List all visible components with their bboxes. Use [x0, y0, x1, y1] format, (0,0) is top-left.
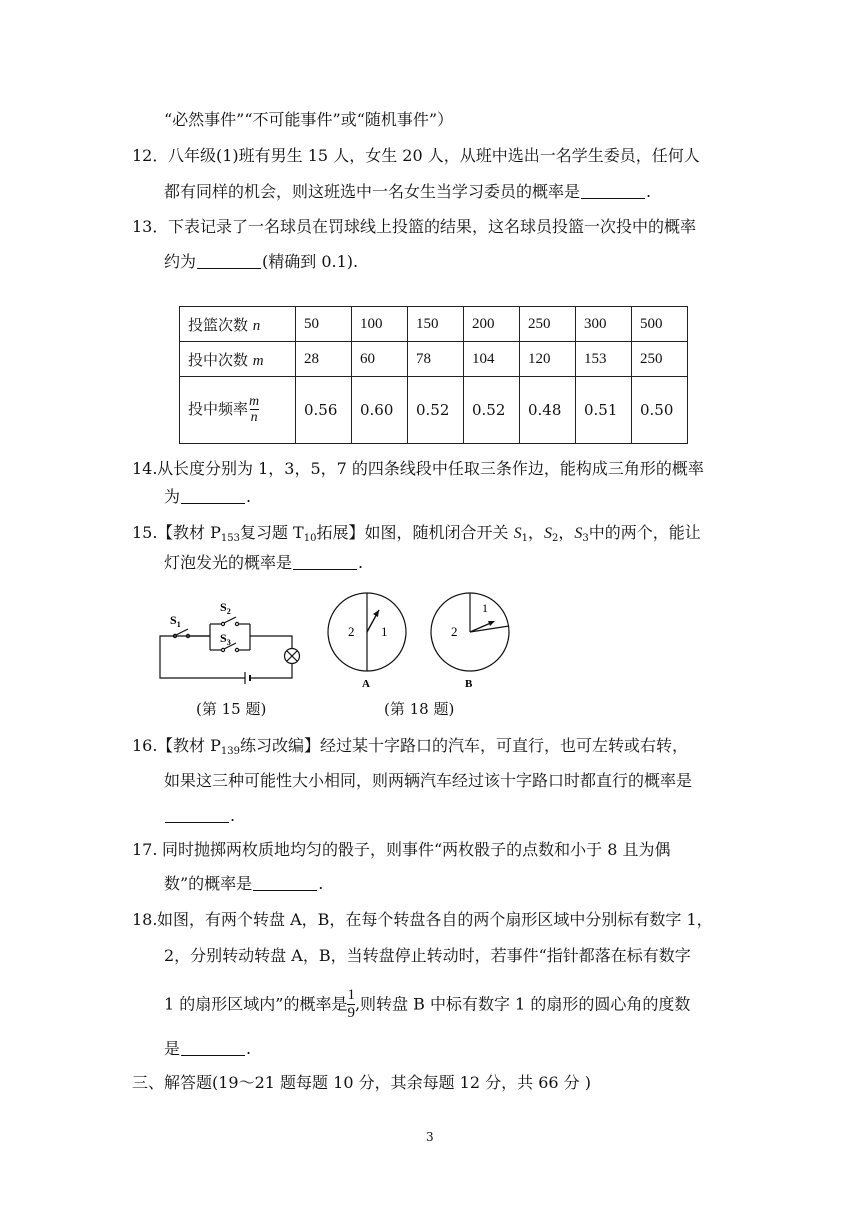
q16-line1: 【教材 $P_{139}$练习改编】经过某十字路口的汽车，可直行，也可左转或右转，	[157, 736, 688, 757]
spinner-b	[431, 593, 509, 690]
q16-source-tag: 【教材 $P_{139}$练习改编】	[157, 736, 320, 757]
table-cell: 500	[632, 307, 688, 342]
table-cell: 250	[632, 342, 688, 377]
page-number: 3	[426, 1130, 434, 1144]
table-cell: 0.51	[576, 377, 632, 444]
q18-number: 18.	[132, 910, 158, 929]
circuit-diagram	[160, 617, 300, 684]
q17-number: 17.	[132, 840, 158, 859]
q15-end: .	[358, 553, 364, 572]
q18-end: .	[246, 1039, 252, 1058]
section-heading: 三、解答题(19～21 题每题 10 分，其余每题 12 分，共 66 分 )	[132, 1073, 591, 1092]
table-cell: 150	[408, 307, 464, 342]
answer-blank	[293, 568, 357, 570]
shooting-table	[179, 306, 688, 444]
table-row-hits	[180, 342, 688, 377]
table-cell: 104	[464, 342, 520, 377]
q18-line4	[164, 1041, 251, 1057]
q17-line2-text: 数”的概率是	[164, 874, 253, 893]
q13-line2	[164, 254, 358, 270]
q12-line2-text: 都有同样的机会，则这班选中一名女生当学习委员的概率是	[164, 182, 581, 201]
table-cell: 0.48	[520, 377, 576, 444]
q12-line2	[164, 184, 651, 200]
switch-s2-label: $S_2$	[220, 600, 231, 616]
table-cell: 78	[408, 342, 464, 377]
q18-line3-suffix: ,则转盘 B 中标有数字 1 的扇形的圆心角的度数	[354, 994, 691, 1014]
q17-line1: 同时抛掷两枚质地均匀的骰子，则事件“两枚骰子的点数和小于 8 且为偶	[162, 840, 671, 859]
q16-end: .	[230, 806, 236, 825]
switch-s3-label: $S_3$	[220, 631, 231, 647]
q18-line4-prefix: 是	[164, 1039, 181, 1058]
fraction-m-over-n: $\frac{m}{n}$	[249, 394, 260, 425]
table-cell: 250	[520, 307, 576, 342]
q16-number: 16.	[132, 736, 158, 755]
table-cell: 0.50	[632, 377, 688, 444]
caption-q18: (第 18 题)	[384, 700, 455, 718]
q13-line2-prefix: 约为	[164, 252, 197, 271]
figures-15-18	[150, 592, 530, 690]
q18-line3	[164, 988, 690, 1022]
table-cell: 28	[296, 342, 352, 377]
q15-line2	[164, 555, 363, 571]
table-cell: 120	[520, 342, 576, 377]
spinner-b-label: B	[465, 678, 473, 690]
spinner-a-label: A	[362, 678, 370, 690]
table-cell: 0.52	[464, 377, 520, 444]
row-label-frequency: 投中频率 $\frac{m}{n}$	[180, 377, 296, 444]
q15-source-tag: 【教材 $P_{153}$复习题 $T_{10}$拓展】	[157, 523, 365, 544]
table-cell: 0.60	[352, 377, 408, 444]
q12-line1: 八年级(1)班有男生 15 人，女生 20 人，从班中选出一名学生委员，任何人	[168, 146, 700, 165]
switch-s1-label: $S_1$	[170, 613, 181, 629]
fraction-one-ninth: $\frac{1}{9}$	[347, 987, 355, 1021]
q16-line2: 如果这三种可能性大小相同，则两辆汽车经过该十字路口时都直行的概率是	[164, 771, 693, 790]
q14-line2-prefix: 为	[164, 487, 181, 506]
q14-line1: 从长度分别为 1，3，5，7 的四条线段中任取三条作边，能构成三角形的概率	[157, 459, 704, 478]
q12-end: .	[646, 182, 652, 201]
table-cell: 153	[576, 342, 632, 377]
spinner-b-region-1: 1	[482, 601, 488, 615]
answer-blank	[581, 197, 645, 199]
q16-line3	[164, 808, 235, 824]
q15-number: 15.	[132, 523, 158, 542]
q12-number: 12．	[132, 146, 169, 165]
table-cell: 100	[352, 307, 408, 342]
table-cell: 0.52	[408, 377, 464, 444]
spinner-a-region-2: 2	[348, 624, 355, 639]
q17-end: .	[318, 874, 324, 893]
answer-blank	[181, 1054, 245, 1056]
answer-blank	[165, 821, 229, 823]
table-cell: 300	[576, 307, 632, 342]
row-label-shots: 投篮次数 n	[180, 307, 296, 342]
q18-line1: 如图，有两个转盘 A，B，在每个转盘各自的两个扇形区域中分别标有数字 1，	[157, 910, 713, 929]
table-cell: 50	[296, 307, 352, 342]
q13-number: 13．	[132, 217, 169, 236]
table-cell: 200	[464, 307, 520, 342]
caption-q15: (第 15 题)	[196, 700, 267, 718]
answer-blank	[253, 889, 317, 891]
pointer-arrow-icon	[488, 621, 495, 626]
q18-line2: 2，分别转动转盘 A，B，当转盘停止转动时，若事件“指针都落在标有数字	[164, 946, 691, 965]
q18-line3-prefix: 1 的扇形区域内”的概率是	[164, 994, 348, 1014]
q14-end: .	[246, 487, 252, 506]
table-cell: 60	[352, 342, 408, 377]
q13-line1: 下表记录了一名球员在罚球线上投篮的结果，这名球员投篮一次投中的概率	[168, 217, 697, 236]
table-row-frequency	[180, 377, 688, 444]
q15-line1: 【教材 $P_{153}$复习题 $T_{10}$拓展】如图，随机闭合开关 $S_1$，$S_2$，$S_3$中的两个，能让	[157, 523, 701, 544]
q17-line2	[164, 876, 323, 892]
table-row-shots	[180, 307, 688, 342]
spinner-a	[328, 593, 406, 690]
answer-blank	[197, 267, 261, 269]
row-label-hits: 投中次数 m	[180, 342, 296, 377]
q14-number: 14.	[132, 459, 158, 478]
answer-blank	[181, 502, 245, 504]
table-cell: 0.56	[296, 377, 352, 444]
spinner-b-region-2: 2	[451, 624, 458, 639]
q14-line2	[164, 489, 251, 505]
spinner-a-region-1: 1	[381, 624, 388, 639]
q11-tail: “必然事件”“不可能事件”或“随机事件”）	[164, 110, 454, 129]
q13-line2-suffix: (精确到 0.1).	[262, 252, 359, 271]
q15-line2-text: 灯泡发光的概率是	[164, 553, 293, 572]
